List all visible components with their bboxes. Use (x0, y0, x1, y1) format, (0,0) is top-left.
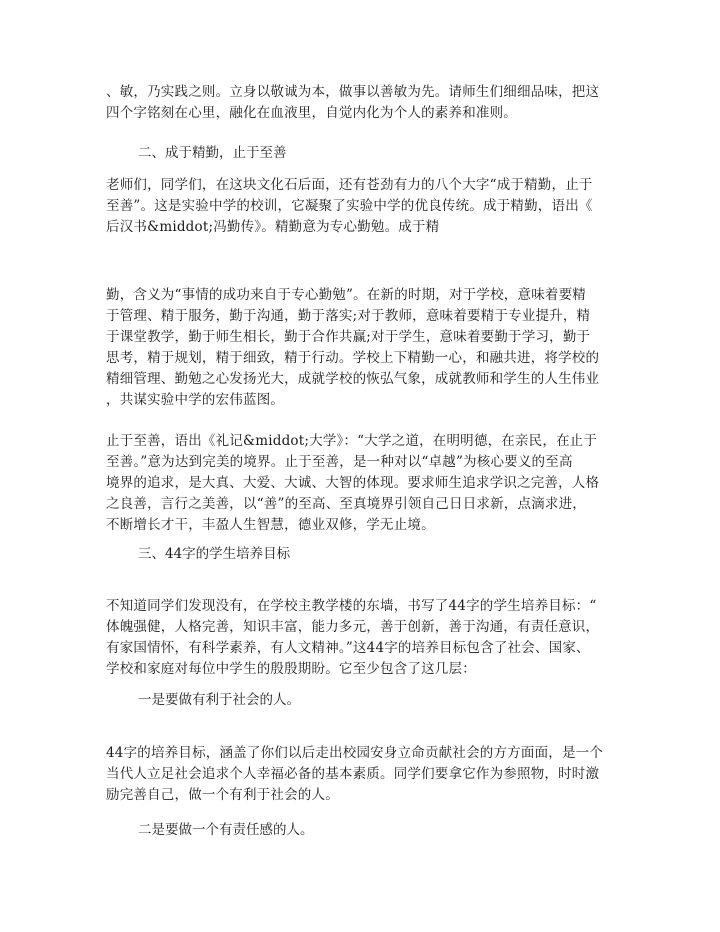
subheading-beneficial: 一是要做有利于社会的人。 (138, 692, 300, 708)
paragraph-beneficial-person (106, 743, 626, 806)
text-line: 44字的培养目标，涵盖了你们以后走出校园安身立命贡献社会的方方面面，是一个 (106, 745, 604, 761)
text-line: 有家国情怀，有科学素养，有人文精神。”这44字的培养目标包含了社会、国家、 (106, 640, 590, 656)
text-line: 体魄强健，人格完善，知识丰富，能力多元，善于创新，善于沟通，有责任意识， (106, 619, 600, 635)
paragraph-motto-intro (106, 175, 626, 238)
section-heading-goals: 三、44字的学生培养目标 (138, 546, 291, 562)
text-line: 四个字铭刻在心里，融化在血液里，自觉内化为个人的素养和准则。 (106, 105, 517, 121)
text-line: 至善”。这是实验中学的校训，它凝聚了实验中学的优良传统。成于精勤，语出《 (106, 198, 593, 214)
text-line: 当代人立足社会追求个人幸福必备的基本素质。同学们要拿它作为参照物，时时激 (106, 766, 600, 782)
text-line: ，共谋实验中学的宏伟蓝图。 (106, 392, 285, 408)
text-line: 思考，精于规划，精于细致，精于行动。学校上下精勤一心，和融共进，将学校的 (106, 350, 600, 366)
text-line: 于课堂教学，勤于师生相长，勤于合作共赢;对于学生，意味着要勤于学习，勤于 (106, 329, 591, 345)
subheading-responsible: 二是要做一个有责任感的人。 (138, 822, 314, 838)
text-line: 境界的追求，是大真、大爱、大诚、大智的体现。要求师生追求学识之完善，人格 (106, 475, 600, 491)
text-line: 不知道同学们发现没有，在学校主教学楼的东墙，书写了44字的学生培养目标：“ (106, 598, 597, 614)
text-line: 老师们，同学们，在这块文化石后面，还有苍劲有力的八个大字“成于精勤，止于 (106, 177, 593, 193)
text-line: 于管理、精于服务，勤于沟通，勤于落实;对于教师，意味着要精于专业提升，精 (106, 308, 591, 324)
paragraph-supreme-good (106, 431, 626, 536)
text-line: 后汉书&middot;冯勤传》。精勤意为专心勤勉。成于精 (106, 219, 440, 235)
text-line: 精细管理、勤勉之心发扬光大，成就学校的恢弘气象，成就教师和学生的人生伟业 (106, 371, 600, 387)
paragraph-diligence-meaning (106, 285, 626, 411)
paragraph-44-goals (106, 596, 626, 680)
text-line: 学校和家庭对每位中学生的殷殷期盼。它至少包含了这几层： (106, 661, 476, 677)
text-line: 至善。”意为达到完美的境界。止于至善，是一种对以“卓越”为核心要义的至高 (106, 454, 573, 470)
text-line: 勤，含义为“事情的成功来自于专心勤勉”。在新的时期，对于学校，意味着要精 (106, 287, 587, 303)
text-line: 止于至善，语出《礼记&middot;大学》：“大学之道，在明明德，在亲民，在止于 (106, 433, 598, 449)
text-line: 不断增长才干，丰盈人生智慧，德业双修，学无止境。 (106, 517, 435, 533)
text-line: 之良善，言行之美善，以“善”的至高、至真境界引领自己日日求新，点滴求进， (106, 496, 587, 512)
text-line: 、敏，乃实践之则。立身以敬诚为本，做事以善敏为先。请师生们细细品味，把这 (106, 84, 600, 100)
section-heading-motto: 二、成于精勤，止于至善 (138, 145, 287, 161)
paragraph-honesty-diligence (106, 82, 626, 124)
text-line: 励完善自己，做一个有利于社会的人。 (106, 787, 339, 803)
